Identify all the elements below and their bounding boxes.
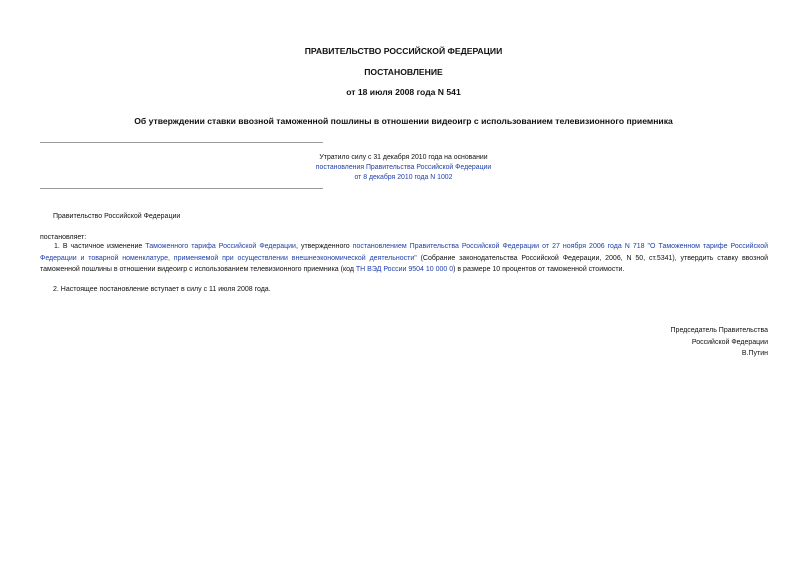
- bottom-divider: [40, 188, 323, 189]
- decree-718-link[interactable]: постановлением Правительства Российской Федерации от 27 ноября 2006 года N 718 "О Таможенном тарифе Российской Федерации и товарной номенклатуре, применяемой при осуществлении внешнеэкономической деятельности": [40, 243, 769, 262]
- paragraph-1-text-c: (Собрание законодательства Российской Федерации, 2006, N 50, ст.5341), утвердить ставку ввозной таможенной пошлины в отношении видеоигр с использованием телевизионного приемника (код: [40, 254, 768, 273]
- top-divider: [40, 142, 323, 143]
- status-note-text: Утратило силу с 31 декабря 2010 года на основании: [319, 154, 488, 161]
- customs-tariff-link[interactable]: Таможенного тарифа Российской Федерации: [145, 243, 296, 250]
- decree-word: постановляет:: [40, 234, 87, 241]
- signatory-name: В.Путин: [741, 350, 768, 357]
- paragraph-1-text-a: 1. В частичное изменение: [54, 243, 146, 250]
- signature-position-line2: Российской Федерации: [691, 338, 768, 346]
- repeal-decree-date-link[interactable]: от 8 декабря 2010 года N 1002: [354, 174, 453, 181]
- document-date-number: от 18 июля 2008 года N 541: [346, 87, 461, 97]
- government-intro: Правительство Российской Федерации: [53, 213, 181, 220]
- paragraph-1-text-d: ) в размере 10 процентов от таможенной стоимости.: [453, 266, 625, 273]
- signature-position: Председатель Правительства: [670, 327, 768, 334]
- government-heading: ПРАВИТЕЛЬСТВО РОССИЙСКОЙ ФЕДЕРАЦИИ: [304, 46, 503, 56]
- status-note: [0, 153, 807, 183]
- document-title: Об утверждении ставки ввозной таможенной пошлины в отношении видеоигр с использованием телевизионного приемника: [134, 116, 673, 126]
- tn-ved-code-link[interactable]: ТН ВЭД России 9504 10 000 0: [355, 266, 454, 273]
- paragraph-1-text-b: , утвержденного: [295, 243, 353, 250]
- paragraph-1: [40, 241, 768, 276]
- repeal-decree-link[interactable]: постановления Правительства Российской Федерации: [315, 164, 492, 171]
- signature-block: [568, 325, 768, 360]
- document-type: ПОСТАНОВЛЕНИЕ: [364, 67, 443, 77]
- paragraph-2: 2. Настоящее постановление вступает в силу с 11 июля 2008 года.: [53, 286, 271, 293]
